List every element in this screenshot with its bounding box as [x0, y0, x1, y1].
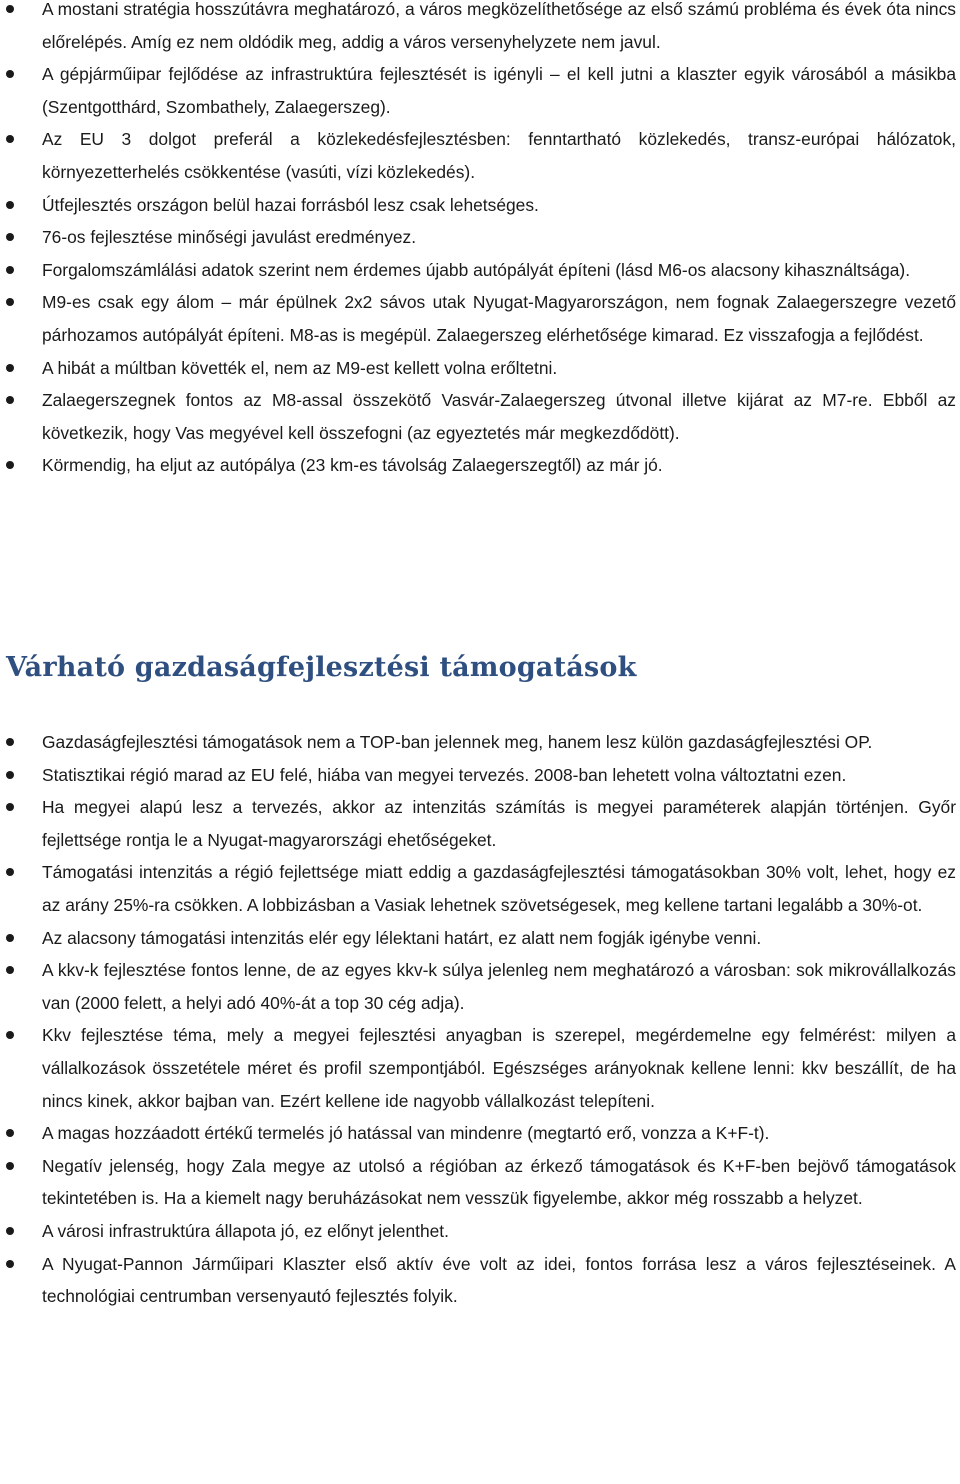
list-item-text: A kkv-k fejlesztése fontos lenne, de az egyes kkv-k súlya jelenleg nem meghatározó a városban: sok mikrovállalkozás van (2000 felett, a helyi adó 40%-át a top 30 cég adja). — [42, 960, 956, 1013]
bullet-icon — [6, 396, 14, 404]
list-item — [0, 0, 960, 58]
list-item-text: Statisztikai régió marad az EU felé, hiába van megyei tervezés. 2008-ban lehetett volna változtatni ezen. — [42, 764, 847, 785]
list-item — [0, 1215, 960, 1248]
list-item — [0, 123, 960, 188]
list-item — [0, 791, 960, 856]
list-item-text: Gazdaságfejlesztési támogatások nem a TOP-ban jelennek meg, hanem lesz külön gazdaságfejlesztési OP. — [42, 732, 873, 752]
bullet-icon — [6, 1031, 14, 1039]
list-item-text: 76-os fejlesztése minőségi javulást eredményez. — [42, 227, 417, 248]
list-item-text: M9-es csak egy álom – már épülnek 2x2 sávos utak Nyugat-Magyarországon, nem fognak Zalaegerszegre vezető párhozamos autópályát építeni. M8-as is megépül. Zalaegerszeg elérhetősége kimarad. Ez visszafogja a fejlődést. — [42, 292, 956, 345]
list-item — [0, 856, 960, 921]
list-item — [0, 1019, 960, 1117]
list-item-text: Negatív jelenség, hogy Zala megye az utolsó a régióban az érkező támogatások és K+F-ben bejövő támogatások tekintetében is. Ha a kiemelt nagy beruházásokat nem vesszük figyelembe, akkor még rosszabb a helyzet. — [42, 1155, 956, 1209]
list-item — [0, 352, 960, 385]
bullet-icon — [6, 868, 14, 876]
list-item-text: A Nyugat-Pannon Járműipari Klaszter első aktív éve volt az idei, fontos forrása lesz a város fejlesztéseinek. A technológiai centrumban versenyautó fejlesztés folyik. — [42, 1253, 956, 1307]
bullet-icon — [6, 934, 14, 942]
bullet-icon — [6, 738, 14, 746]
bullet-icon — [6, 966, 14, 974]
list-item-text: A magas hozzáadott értékű termelés jó hatással van mindenre (megtartó erő, vonzza a K+F-t). — [42, 1123, 770, 1144]
list-item — [0, 286, 960, 351]
list-item-text: Kkv fejlesztése téma, mely a megyei fejlesztési anyagban is szerepel, megérdemelne egy felmérést: milyen a vállalkozások összetétele méret és profil szempontjából. Egészséges arányoknak kellene lenni: kkv beszállít, de ha nincs kinek, akkor bajban van. Ezért kellene ide nagyobb vállalkozást telepíteni. — [42, 1025, 956, 1111]
bullet-icon — [6, 771, 14, 779]
list-item-text: Az alacsony támogatási intenzitás elér egy lélektani határt, ez alatt nem fogják igénybe venni. — [42, 927, 762, 948]
list-item-text: A gépjárműipar fejlődése az infrastruktúra fejlesztését is igényli – el kell jutni a klaszter egyik városából a másikba (Szentgotthárd, Szombathely, Zalaegerszeg). — [42, 64, 956, 117]
list-item-text: A városi infrastruktúra állapota jó, ez előnyt jelenthet. — [42, 1220, 449, 1241]
bullet-icon — [6, 298, 14, 306]
list-item — [0, 1150, 960, 1215]
list-item — [0, 58, 960, 123]
bullet-icon — [6, 364, 14, 372]
list-item — [0, 954, 960, 1019]
bullet-icon — [6, 5, 14, 13]
list-item-text: A hibát a múltban követték el, nem az M9-est kellett volna erőltetni. — [42, 357, 558, 378]
list-item-text: Körmendig, ha eljut az autópálya (23 km-es távolság Zalaegerszegtől) az már jó. — [42, 455, 663, 476]
list-item — [0, 1248, 960, 1313]
list-item-text: A mostani stratégia hosszútávra meghatározó, a város megközelíthetősége az első számú probléma és évek óta nincs előrelépés. Amíg ez nem oldódik meg, addig a város versenyhelyzete nem javul. — [42, 0, 956, 52]
bullet-icon — [6, 1129, 14, 1137]
list-item — [0, 759, 960, 792]
bullet-icon — [6, 135, 14, 143]
list-item — [0, 189, 960, 222]
bullet-icon — [6, 233, 14, 241]
bullet-icon — [6, 461, 14, 469]
list-item-text: Az EU 3 dolgot preferál a közlekedésfejlesztésben: fenntartható közlekedés, transz-európai hálózatok, környezetterhelés csökkentése (vasúti, vízi közlekedés). — [42, 129, 956, 182]
list-item — [0, 449, 960, 482]
list-item — [0, 1117, 960, 1150]
list-item-text: Útfejlesztés országon belül hazai forrásból lesz csak lehetséges. — [42, 194, 539, 215]
bullet-icon — [6, 266, 14, 274]
list-item-text: Ha megyei alapú lesz a tervezés, akkor az intenzitás számítás is megyei paraméterek alapján történjen. Győr fejlettsége rontja le a Nyugat-magyarországi ehetőségeket. — [42, 797, 956, 850]
list-item — [0, 254, 960, 287]
list-item-text: Zalaegerszegnek fontos az M8-assal összekötő Vasvár-Zalaegerszeg útvonal illetve kijárat az M7-re. Ebből az következik, hogy Vas megyével kell összefogni (az egyeztetés már megkezdődött). — [42, 390, 956, 443]
bullet-list-economic-support — [0, 726, 960, 1313]
list-item — [0, 384, 960, 449]
list-item-text: Támogatási intenzitás a régió fejlettsége miatt eddig a gazdaságfejlesztési támogatásokban 30% volt, lehet, hogy ez az arány 25%-ra csökken. A lobbizásban a Vasiak lehetnek szövetségesek, meg kellene tartani legalább a 30%-ot. — [42, 862, 956, 915]
bullet-icon — [6, 70, 14, 78]
bullet-icon — [6, 1227, 14, 1235]
bullet-icon — [6, 1162, 14, 1170]
bullet-icon — [6, 201, 14, 209]
bullet-icon — [6, 1260, 14, 1268]
list-item-text: Forgalomszámlálási adatok szerint nem érdemes újabb autópályát építeni (lásd M6-os alacsony kihasználtsága). — [42, 259, 911, 280]
list-item — [0, 922, 960, 955]
list-item — [0, 726, 960, 759]
section-heading: Várható gazdaságfejlesztési támogatások — [6, 652, 637, 683]
bullet-icon — [6, 803, 14, 811]
bullet-list-transport — [0, 0, 960, 482]
list-item — [0, 221, 960, 254]
